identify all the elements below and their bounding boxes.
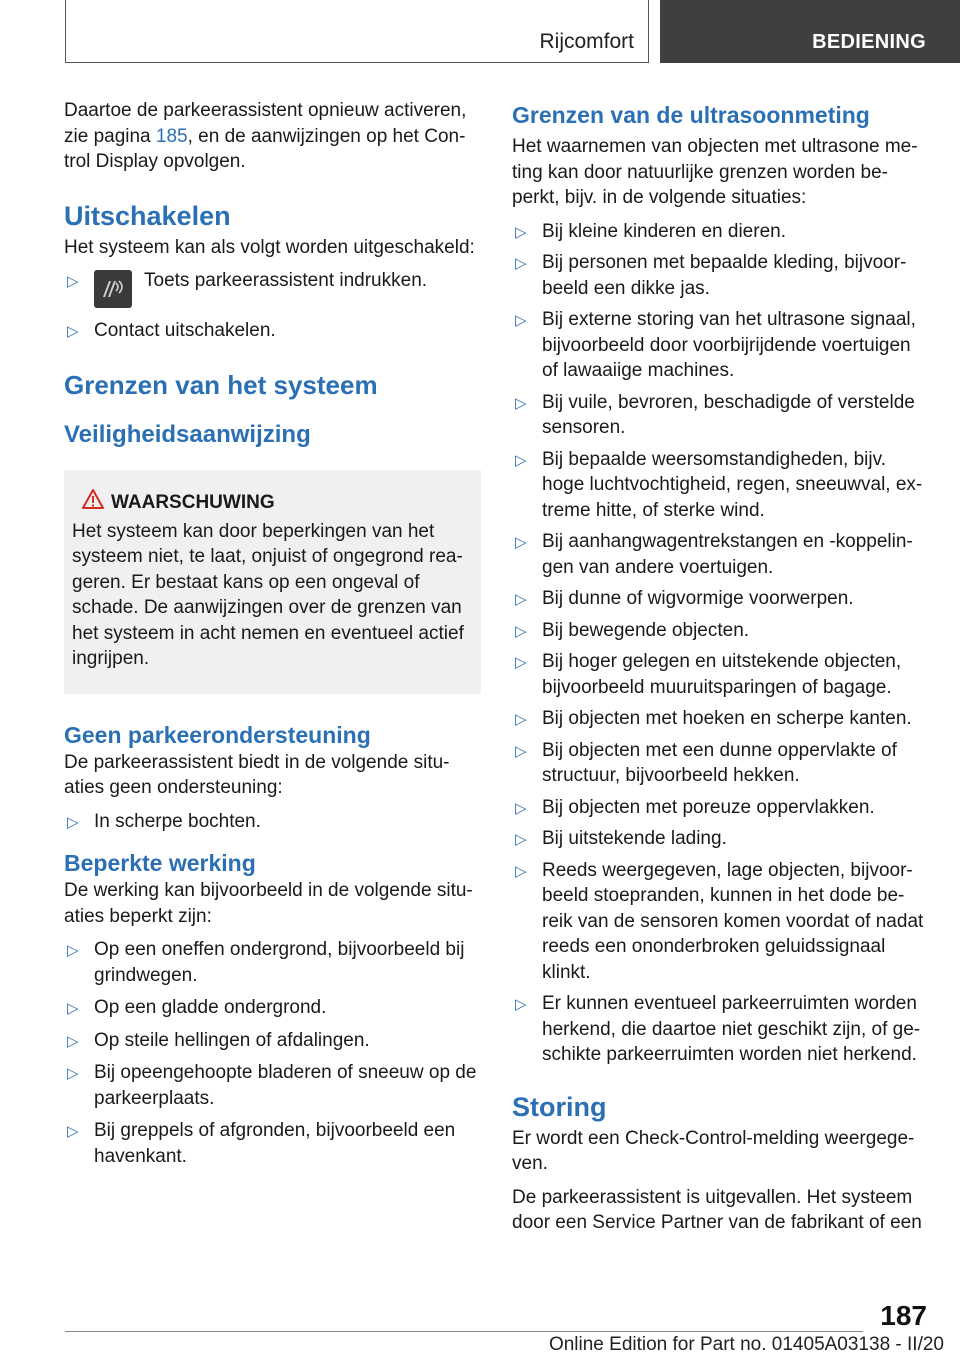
list-item: ▷ Bij uitstekende lading.	[512, 826, 930, 852]
right-column	[512, 100, 930, 1236]
storing-paragraph-2: De parkeerassistent is uitgevallen. Het systeem door een Service Partner van de fabrikant of een	[512, 1186, 922, 1233]
triangle-bullet-icon: ▷	[515, 742, 527, 760]
list-item: ▷ Bij kleine kinderen en dieren.	[512, 219, 930, 245]
triangle-bullet-icon: ▷	[67, 1000, 79, 1017]
warning-box	[64, 470, 481, 694]
list-item: ▷ Bij objecten met een dunne oppervlakte of structuur, bijvoorbeeld hekken.	[515, 739, 897, 786]
triangle-bullet-icon: ▷	[67, 942, 79, 959]
heading-veiligheid: Veiligheidsaanwijzing	[64, 420, 311, 448]
triangle-bullet-icon: ▷	[67, 813, 79, 831]
ultrasoon-list	[512, 219, 930, 1068]
list-item: ▷ Er kunnen eventueel parkeerruimten worden herkend, die daartoe niet geschikt zijn, of ge-schikte parkeerruimten worden niet herkend.	[515, 993, 921, 1065]
triangle-bullet-icon: ▷	[515, 534, 527, 551]
uitschakelen-text: Het systeem kan als volgt worden uitgeschakeld:	[64, 236, 475, 258]
triangle-bullet-icon: ▷	[515, 711, 527, 728]
triangle-bullet-icon: ▷	[515, 223, 527, 241]
warning-text: Het systeem kan door beperkingen van het systeem niet, te laat, onjuist of ongegrond rea-geren. Er bestaat kans op een ongeval of schade. De aanwijzingen over de grenzen van het systeem in acht nemen en eventueel actief ingrijpen.	[72, 520, 464, 669]
triangle-bullet-icon: ▷	[67, 323, 79, 340]
list-item: ▷ Op een gladde ondergrond.	[64, 995, 481, 1021]
parking-assistant-button-icon	[94, 270, 132, 308]
section-title: Rijcomfort	[539, 30, 634, 53]
left-column	[64, 98, 481, 1169]
chapter-tab	[660, 0, 960, 63]
list-item: ▷ In scherpe bochten.	[64, 809, 481, 835]
list-item: ▷ Bij hoger gelegen en uitstekende objecten, bijvoorbeeld muuruitsparingen of bagage.	[515, 651, 902, 698]
heading-ultrasoon: Grenzen van de ultrasoonmeting	[512, 102, 870, 128]
triangle-bullet-icon: ▷	[515, 622, 527, 640]
triangle-bullet-icon: ▷	[515, 996, 527, 1013]
header-box	[65, 0, 649, 63]
list-item: ▷ Bij vuile, bevroren, beschadigde of verstelde sensoren.	[515, 391, 915, 438]
storing-paragraph-1: Er wordt een Check-Control-melding weergege-ven.	[512, 1127, 915, 1174]
list-item: ▷ Toets parkeerassistent indrukken.	[64, 268, 481, 310]
list-item: ▷ Bij bewegende objecten.	[512, 618, 930, 644]
list-item: ▷ Bij opeengehoopte bladeren of sneeuw op de parkeerplaats.	[67, 1062, 477, 1109]
triangle-bullet-icon: ▷	[67, 1032, 79, 1050]
triangle-bullet-icon: ▷	[67, 1065, 79, 1082]
heading-geen-ondersteuning: Geen parkeerondersteuning	[64, 721, 371, 748]
warning-triangle-icon	[82, 488, 104, 510]
intro-paragraph: Daartoe de parkeerassistent opnieuw activeren, zie pagina 185, en de aanwijzingen op het Con-trol Display opvolgen.	[64, 100, 467, 172]
list-item: ▷ Reeds weergegeven, lage objecten, bijvoor-beeld stoepranden, kunnen in het dode be-reik van de sensoren komen voordat of nadat reeds een ononderbroken geluidssignaal klinkt.	[515, 859, 924, 983]
heading-uitschakelen: Uitschakelen	[64, 200, 231, 231]
footer-divider	[65, 1331, 863, 1332]
triangle-bullet-icon: ▷	[515, 799, 527, 817]
heading-storing: Storing	[512, 1091, 607, 1122]
edition-footer: Online Edition for Part no. 01405A03138 - II/20	[548, 1334, 944, 1355]
list-item: ▷ Bij dunne of wigvormige voorwerpen.	[512, 586, 930, 612]
list-item: ▷ Op een oneffen ondergrond, bijvoorbeeld bij grindwegen.	[67, 939, 465, 986]
triangle-bullet-icon: ▷	[67, 273, 79, 290]
triangle-bullet-icon: ▷	[515, 255, 527, 272]
ultrasoon-text: Het waarnemen van objecten met ultrasone me-ting kan door natuurlijke grenzen worden be-perkt, bijv. in de volgende situaties:	[512, 136, 918, 208]
triangle-bullet-icon: ▷	[515, 394, 527, 412]
page-link[interactable]: 185	[155, 125, 188, 147]
list-item: ▷ Bij objecten met poreuze oppervlakken.	[512, 795, 930, 821]
triangle-bullet-icon: ▷	[515, 862, 527, 880]
chapter-title: BEDIENING	[812, 31, 926, 53]
triangle-bullet-icon: ▷	[515, 591, 527, 608]
list-item: ▷ Op steile hellingen of afdalingen.	[64, 1028, 481, 1054]
list-item: ▷ Bij bepaalde weersomstandigheden, bijv. hoge luchtvochtigheid, regen, sneeuwval, ex-treme hitte, of sterke wind.	[515, 448, 923, 521]
list-item: ▷ Bij greppels of afgronden, bijvoorbeeld een havenkant.	[67, 1120, 456, 1167]
geen-list	[64, 809, 481, 835]
triangle-bullet-icon: ▷	[67, 1123, 79, 1140]
heading-grenzen-systeem: Grenzen van het systeem	[64, 369, 378, 400]
list-item: ▷ Bij personen met bepaalde kleding, bijvoor-beeld een dikke jas.	[515, 252, 907, 299]
warning-title: WAARSCHUWING	[72, 490, 469, 515]
list-item: ▷ Bij aanhangwagentrekstangen en -koppelin-gen van andere voertuigen.	[515, 531, 913, 578]
uitschakelen-list	[64, 268, 481, 344]
triangle-bullet-icon: ▷	[515, 831, 527, 848]
heading-beperkte-werking: Beperkte werking	[64, 850, 256, 876]
triangle-bullet-icon: ▷	[515, 654, 527, 671]
beperkte-list	[64, 937, 481, 1169]
beperkte-text: De werking kan bijvoorbeeld in de volgende situ-aties beperkt zijn:	[64, 880, 473, 927]
triangle-bullet-icon: ▷	[515, 451, 527, 469]
list-item: ▷ Contact uitschakelen.	[64, 318, 481, 344]
triangle-bullet-icon: ▷	[515, 312, 527, 329]
page-number: 187	[880, 1300, 927, 1331]
list-item: ▷ Bij objecten met hoeken en scherpe kanten.	[512, 706, 930, 732]
list-item: ▷ Bij externe storing van het ultrasone signaal, bijvoorbeeld door voorbijrijdende voertuigen of lawaaiige machines.	[515, 309, 916, 381]
geen-text: De parkeerassistent biedt in de volgende situ-aties geen ondersteuning:	[64, 751, 450, 798]
